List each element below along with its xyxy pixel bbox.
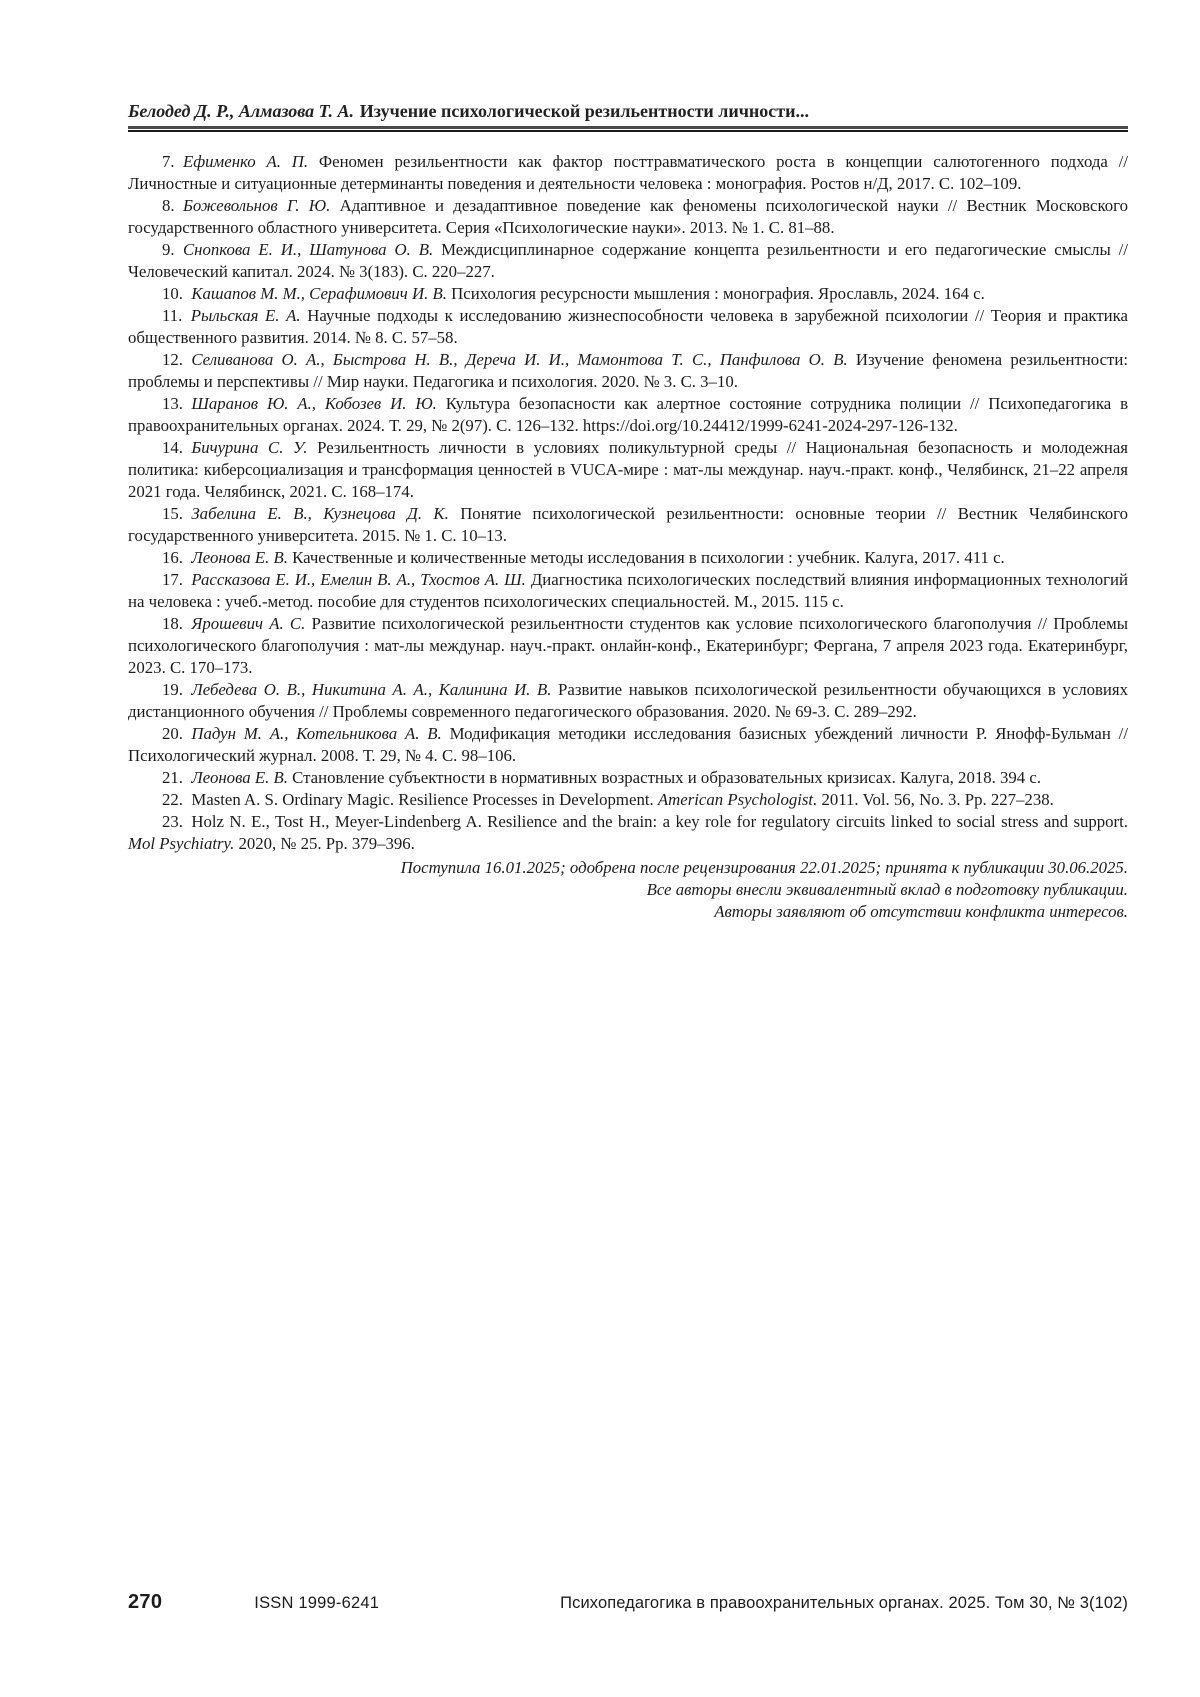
reference-item xyxy=(128,723,1128,767)
reference-segment: Леонова Е. В. xyxy=(191,768,293,787)
header-rule-thick-line xyxy=(128,126,1128,129)
reference-item xyxy=(128,503,1128,547)
reference-segment: 21. xyxy=(162,768,192,787)
reference-item xyxy=(128,679,1128,723)
page-footer xyxy=(128,1591,1128,1614)
reference-segment: Кашапов М. М., Серафимович И. В. xyxy=(191,284,452,303)
reference-segment: Психология ресурсности мышления : монография. Ярославль, 2024. 164 с. xyxy=(451,284,985,303)
reference-segment: 11. xyxy=(162,306,191,325)
journal-citation: Психопедагогика в правоохранительных органах. 2025. Том 30, № 3(102) xyxy=(560,1594,1128,1612)
issn-label: ISSN 1999-6241 xyxy=(254,1594,380,1612)
reference-segment: 2011. Vol. 56, No. 3. Pp. 227–238. xyxy=(817,790,1054,809)
reference-segment: 2020, № 25. Pp. 379–396. xyxy=(234,834,415,853)
reference-segment: Забелина Е. В., Кузнецова Д. К. xyxy=(191,504,461,523)
reference-segment: 9. xyxy=(162,240,183,259)
reference-item xyxy=(128,569,1128,613)
reference-segment: Mol Psychiatry. xyxy=(128,834,235,853)
reference-segment: Леонова Е. В. xyxy=(191,548,293,567)
reference-segment: Шаранов Ю. А., Кобозев И. Ю. xyxy=(191,394,446,413)
reference-segment: 10. xyxy=(162,284,192,303)
reference-segment: American Psychologist. xyxy=(657,790,818,809)
reference-segment: 15. xyxy=(162,504,192,523)
reference-segment: Рассказова Е. И., Емелин В. А., Тхостов А. Ш. xyxy=(191,570,531,589)
reference-segment: Селиванова О. А., Быстрова Н. В., Дереча И. И., Мамонтова Т. С., Панфилова О. В. xyxy=(191,350,856,369)
closing-notes xyxy=(128,857,1128,923)
reference-segment: 12. xyxy=(162,350,192,369)
reference-segment: Культура безопасности как алертное состояние сотрудника полиции // Психопедагогика в правоохранительных органах. 2024. Т. 29, № 2(97). С. 126–132. https://doi.org/10.24412/1999-6241-2024-297-126-132. xyxy=(128,394,1128,435)
reference-segment: Развитие навыков психологической резильентности обучающихся в условиях дистанционного обучения // Проблемы современного педагогического образования. 2020. № 69-3. С. 289–292. xyxy=(128,680,1128,721)
reference-segment: Качественные и количественные методы исследования в психологии : учебник. Калуга, 2017. 411 с. xyxy=(292,548,1005,567)
reference-segment: Изучение феномена резильентности: проблемы и перспективы // Мир науки. Педагогика и психология. 2020. № 3. С. 3–10. xyxy=(128,350,1128,391)
reference-item xyxy=(128,767,1128,789)
reference-segment: 23. Holz N. E., Tost H., Meyer-Lindenberg A. Resilience and the brain: a key role for regulatory circuits linked to social stress and support. xyxy=(162,812,1128,831)
reference-segment: 13. xyxy=(162,394,192,413)
reference-segment: Лебедева О. В., Никитина А. А., Калинина И. В. xyxy=(191,680,559,699)
closing-note: Все авторы внесли эквивалентный вклад в подготовку публикации. xyxy=(646,880,1128,899)
running-head xyxy=(128,100,1128,122)
running-head-title: Изучение психологической резильентности личности... xyxy=(359,101,809,121)
reference-segment: Научные подходы к исследованию жизнеспособности человека в зарубежной психологии // Теория и практика общественного развития. 2014. № 8. С. 57–58. xyxy=(128,306,1129,347)
reference-item xyxy=(128,195,1128,239)
page-body xyxy=(128,151,1128,923)
reference-segment: Становление субъектности в нормативных возрастных и образовательных кризисах. Калуга, 2018. 394 с. xyxy=(292,768,1042,787)
reference-item xyxy=(128,283,1128,305)
closing-note: Поступила 16.01.2025; одобрена после рецензирования 22.01.2025; принята к публикации 30.06.2025. xyxy=(400,858,1128,877)
page-number: 270 xyxy=(128,1591,163,1613)
reference-segment: 17. xyxy=(162,570,192,589)
reference-segment: Диагностика психологических последствий влияния информационных технологий на человека : учеб.-метод. пособие для студентов психологических специальностей. М., 2015. 115 с. xyxy=(128,570,1129,611)
reference-segment: Ефименко А. П. xyxy=(182,152,319,171)
reference-item xyxy=(128,305,1128,349)
running-head-authors: Белодед Д. Р., Алмазова Т. А. xyxy=(128,101,355,121)
reference-item xyxy=(128,547,1128,569)
reference-item xyxy=(128,151,1128,195)
reference-segment: Модификация методики исследования базисных убеждений личности Р. Янофф-Бульман // Психологический журнал. 2008. Т. 29, № 4. С. 98–106. xyxy=(128,724,1128,765)
reference-segment: 8. xyxy=(162,196,183,215)
reference-segment: Ярошевич А. С. xyxy=(191,614,312,633)
closing-note: Авторы заявляют об отсутствии конфликта интересов. xyxy=(714,902,1128,921)
header-rule xyxy=(128,126,1128,132)
reference-item xyxy=(128,349,1128,393)
reference-segment: 20. xyxy=(162,724,192,743)
reference-segment: 18. xyxy=(162,614,192,633)
reference-segment: Адаптивное и дезадаптивное поведение как феномены психологической науки // Вестник Московского государственного областного университета. Серия «Психологические науки». 2013. № 1. С. 81–88. xyxy=(128,196,1129,237)
reference-segment: 22. Masten A. S. Ordinary Magic. Resilience Processes in Development. xyxy=(162,790,658,809)
reference-segment: 14. xyxy=(162,438,192,457)
reference-segment: 7. xyxy=(162,152,183,171)
reference-segment: Понятие психологической резильентности: основные теории // Вестник Челябинского государственного университета. 2015. № 1. С. 10–13. xyxy=(128,504,1128,545)
reference-segment: Резильентность личности в условиях поликультурной среды // Национальная безопасность и молодежная политика: киберсоциализация и трансформация ценностей в VUCA-мире : мат-лы междунар. науч.-практ. конф., Челябинск, 21–22 апреля 2021 года. Челябинск, 2021. С. 168–174. xyxy=(128,438,1128,501)
references-list xyxy=(128,151,1128,855)
reference-item xyxy=(128,789,1128,811)
reference-segment: 16. xyxy=(162,548,192,567)
reference-item xyxy=(128,239,1128,283)
reference-segment: 19. xyxy=(162,680,192,699)
reference-segment: Бичурина С. У. xyxy=(191,438,318,457)
reference-item xyxy=(128,393,1128,437)
reference-segment: Развитие психологической резильентности студентов как условие психологического благополучия // Проблемы психологического благополучия : мат-лы междунар. науч.-практ. онлайн-конф., Екатеринбург; Фергана, 7 апреля 2023 года. Екатеринбург, 2023. С. 170–173. xyxy=(128,614,1128,677)
reference-segment: Рыльская Е. А. xyxy=(190,306,308,325)
reference-segment: Феномен резильентности как фактор посттравматического роста в концепции салютогенного подхода // Личностные и ситуационные детерминанты поведения и деятельности человека : монография. Ростов н/Д, 2017. С. 102–109. xyxy=(128,152,1128,193)
reference-segment: Падун М. А., Котельникова А. В. xyxy=(191,724,450,743)
reference-segment: Междисциплинарное содержание концепта резильентности и его педагогические смыслы // Человеческий капитал. 2024. № 3(183). С. 220–227. xyxy=(128,240,1128,281)
reference-item xyxy=(128,437,1128,503)
reference-item xyxy=(128,811,1128,855)
reference-segment: Снопкова Е. И., Шатунова О. В. xyxy=(182,240,442,259)
reference-segment: Божевольнов Г. Ю. xyxy=(182,196,340,215)
header-rule-thin-line xyxy=(128,130,1128,132)
reference-item xyxy=(128,613,1128,679)
